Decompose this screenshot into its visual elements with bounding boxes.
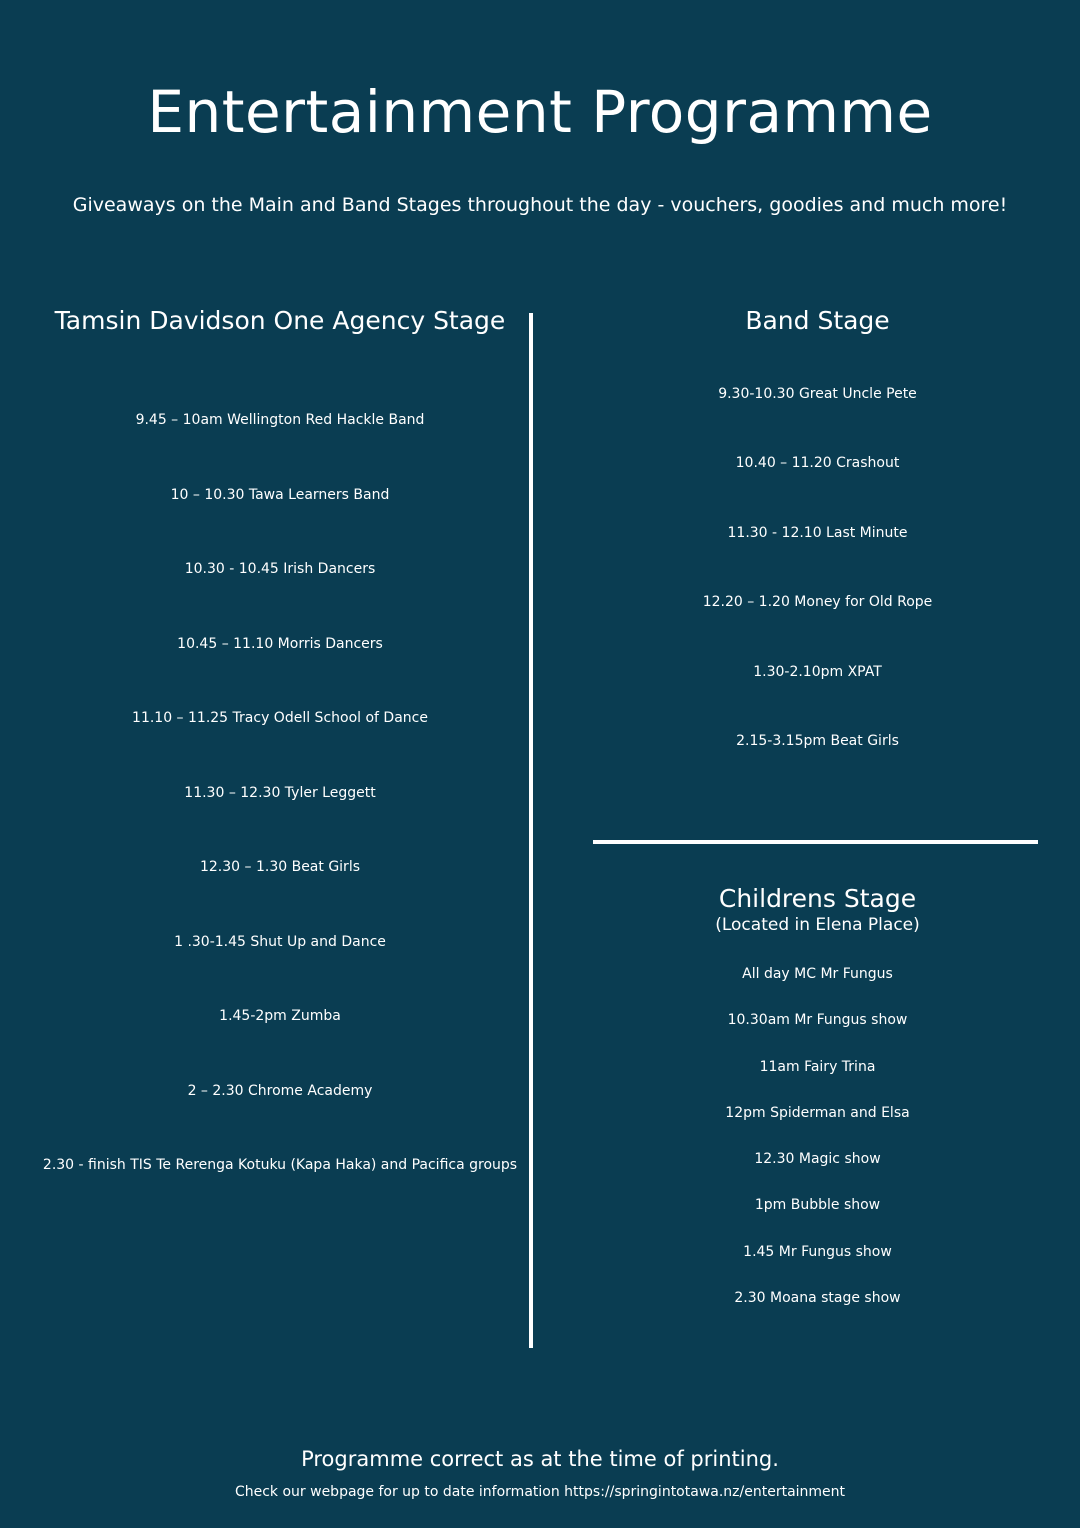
main-stage-schedule bbox=[30, 411, 530, 1231]
band-stage-heading: Band Stage bbox=[745, 306, 890, 335]
schedule-item: 2 – 2.30 Chrome Academy bbox=[187, 1082, 373, 1099]
schedule-item: 11am Fairy Trina bbox=[759, 1058, 876, 1075]
printing-notice: Programme correct as at the time of printing. bbox=[301, 1447, 779, 1471]
childrens-stage-location: (Located in Elena Place) bbox=[715, 915, 920, 935]
schedule-item: 10.30 - 10.45 Irish Dancers bbox=[184, 561, 376, 577]
schedule-item: 1.45 Mr Fungus show bbox=[743, 1243, 892, 1260]
column-divider bbox=[529, 313, 533, 1348]
band-stage-section bbox=[560, 300, 1075, 749]
childrens-stage-schedule bbox=[560, 965, 1075, 1335]
webpage-info: Check our webpage for up to date information https://springintotawa.nz/entertainment bbox=[234, 1484, 846, 1500]
schedule-item: 9.30-10.30 Great Uncle Pete bbox=[718, 386, 917, 402]
schedule-item: 2.30 Moana stage show bbox=[734, 1290, 901, 1307]
childrens-stage-section bbox=[560, 884, 1075, 1307]
schedule-item: 10.30am Mr Fungus show bbox=[727, 1012, 908, 1029]
section-divider bbox=[593, 840, 1038, 844]
schedule-item: All day MC Mr Fungus bbox=[742, 966, 893, 982]
band-stage-schedule bbox=[560, 385, 1075, 801]
schedule-item: 1.30-2.10pm XPAT bbox=[753, 663, 882, 680]
main-stage-heading: Tamsin Davidson One Agency Stage bbox=[54, 306, 506, 335]
schedule-item: 1.45-2pm Zumba bbox=[219, 1008, 341, 1024]
schedule-item: 1pm Bubble show bbox=[754, 1197, 881, 1214]
schedule-item: 11.10 – 11.25 Tracy Odell School of Dance bbox=[132, 710, 428, 726]
schedule-item: 10 – 10.30 Tawa Learners Band bbox=[170, 486, 390, 503]
page-title: Entertainment Programme bbox=[147, 78, 933, 146]
schedule-item: 12.20 – 1.20 Money for Old Rope bbox=[702, 594, 933, 611]
schedule-item: 12pm Spiderman and Elsa bbox=[725, 1104, 910, 1121]
schedule-item: 9.45 – 10am Wellington Red Hackle Band bbox=[135, 412, 425, 428]
schedule-item: 12.30 Magic show bbox=[754, 1151, 881, 1168]
childrens-stage-heading: Childrens Stage bbox=[718, 884, 917, 913]
main-stage-section bbox=[30, 300, 530, 1173]
schedule-item: 10.40 – 11.20 Crashout bbox=[735, 455, 900, 472]
schedule-item: 2.30 - finish TIS Te Rerenga Kotuku (Kapa Haka) and Pacifica groups bbox=[42, 1157, 518, 1173]
schedule-item: 10.45 – 11.10 Morris Dancers bbox=[177, 635, 383, 652]
schedule-item: 2.15-3.15pm Beat Girls bbox=[736, 732, 899, 749]
schedule-item: 11.30 - 12.10 Last Minute bbox=[727, 524, 908, 541]
schedule-item: 12.30 – 1.30 Beat Girls bbox=[199, 859, 360, 875]
giveaways-subtitle: Giveaways on the Main and Band Stages throughout the day - vouchers, goodies and much more! bbox=[72, 194, 1008, 216]
schedule-item: 1 .30-1.45 Shut Up and Dance bbox=[174, 933, 386, 950]
schedule-item: 11.30 – 12.30 Tyler Leggett bbox=[184, 784, 376, 801]
